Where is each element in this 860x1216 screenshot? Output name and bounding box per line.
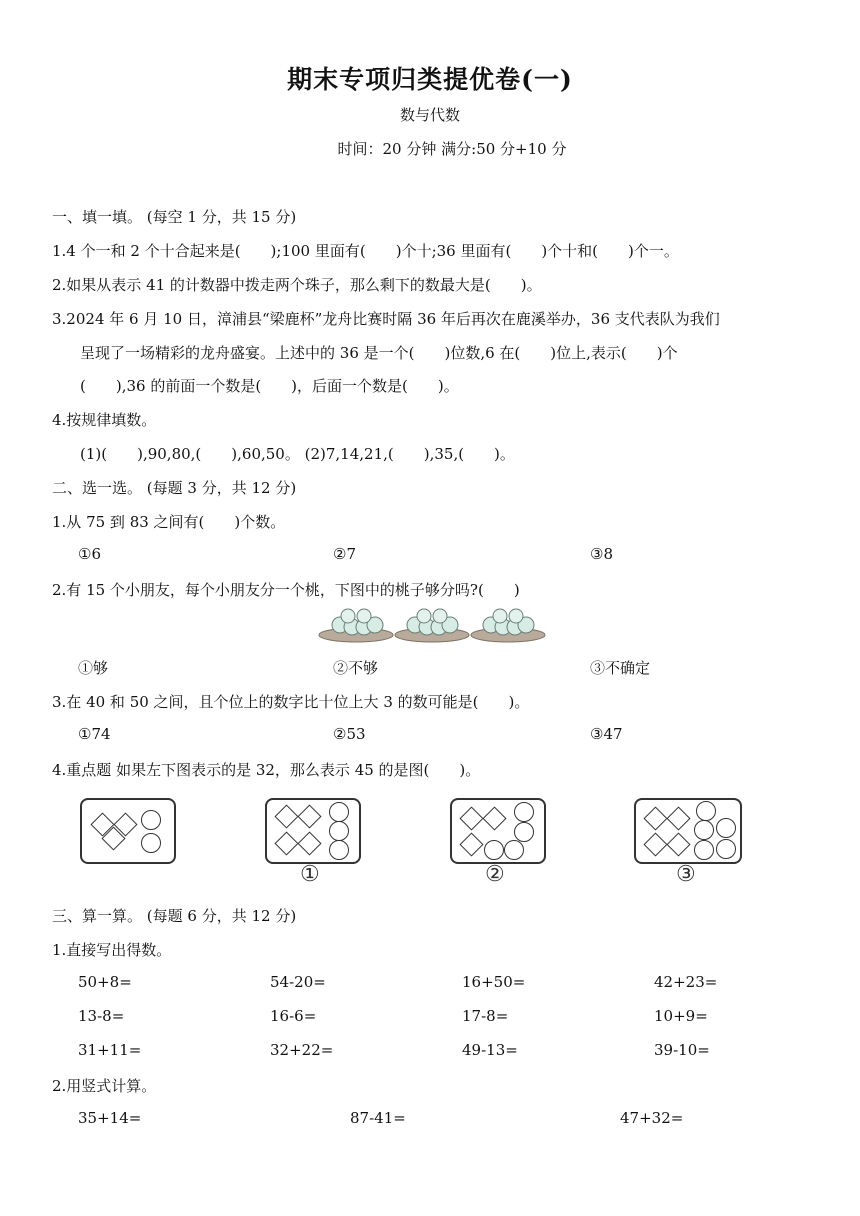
s1-question-3-line2: 呈现了一场精彩的龙舟盛宴。上述中的 36 是一个( )位数,6 在( )位上,表示( )个 — [80, 344, 678, 362]
s2-q1-option-1: ①6 — [78, 545, 101, 563]
s2-q3-option-3: ③47 — [590, 725, 623, 743]
calc-item: 39-10= — [654, 1041, 710, 1059]
s2-q2-option-2: ②不够 — [333, 659, 379, 677]
calc-item: 31+11= — [78, 1041, 142, 1059]
s2-question-4: 4.重点题 如果左下图表示的是 32，那么表示 45 的是图( )。 — [52, 761, 481, 779]
page-subtitle: 数与代数 — [399, 106, 460, 124]
figure-option-2-label: ② — [485, 862, 505, 887]
s2-q2-option-3: ③不确定 — [590, 659, 651, 677]
plate-3 — [471, 609, 545, 642]
figure-option-1 — [265, 798, 361, 864]
s2-question-3: 3.在 40 和 50 之间，且个位上的数字比十位上大 3 的数可能是( )。 — [52, 693, 530, 711]
figure-reference-32 — [80, 798, 176, 864]
figure-option-2 — [450, 798, 546, 864]
vertical-calc-item: 35+14= — [78, 1109, 142, 1127]
s2-q3-option-2: ②53 — [333, 725, 366, 743]
vertical-calc-item: 47+32= — [620, 1109, 684, 1127]
calc-item: 17-8= — [462, 1007, 509, 1025]
section2-heading: 二、选一选。 (每题 3 分，共 12 分) — [52, 479, 297, 497]
calc-item: 49-13= — [462, 1041, 518, 1059]
calc-item: 13-8= — [78, 1007, 125, 1025]
s1-question-1: 1.4 个一和 2 个十合起来是( );100 里面有( )个十;36 里面有( )个十和( )个一。 — [52, 242, 679, 260]
plate-1 — [319, 609, 393, 642]
figure-option-3-label: ③ — [676, 862, 696, 887]
calc-item: 32+22= — [270, 1041, 334, 1059]
figure-option-1-label: ① — [300, 862, 320, 887]
vertical-calc-item: 87-41= — [350, 1109, 406, 1127]
calc-item: 16-6= — [270, 1007, 317, 1025]
s2-q1-option-3: ③8 — [590, 545, 613, 563]
s1-question-2: 2.如果从表示 41 的计数器中拨走两个珠子，那么剩下的数最大是( )。 — [52, 276, 542, 294]
time-info: 时间：20 分钟 满分:50 分+10 分 — [337, 140, 567, 158]
s1-question-3-line3: ( ),36 的前面一个数是( )，后面一个数是( )。 — [80, 377, 459, 395]
s1-question-4: 4.按规律填数。 — [52, 411, 157, 429]
calc-item: 50+8= — [78, 973, 132, 991]
calc-item: 54-20= — [270, 973, 326, 991]
s2-question-1: 1.从 75 到 83 之间有( )个数。 — [52, 513, 286, 531]
section3-heading: 三、算一算。 (每题 6 分，共 12 分) — [52, 907, 297, 925]
plate-2 — [395, 609, 469, 642]
figure-option-3 — [634, 798, 742, 864]
peach-plates-image — [318, 605, 548, 645]
s1-question-3-line1: 3.2024 年 6 月 10 日，漳浦县“梁鹿杯”龙舟比赛时隔 36 年后再次在鹿溪举办，36 支代表队为我们 — [52, 310, 720, 328]
calc-item: 16+50= — [462, 973, 526, 991]
s2-q1-option-2: ②7 — [333, 545, 356, 563]
calc-item: 10+9= — [654, 1007, 708, 1025]
s2-q2-option-1: ①够 — [78, 659, 109, 677]
s2-question-2: 2.有 15 个小朋友，每个小朋友分一个桃，下图中的桃子够分吗?( ) — [52, 581, 520, 599]
calc-item: 42+23= — [654, 973, 718, 991]
page-title: 期末专项归类提优卷(一) — [287, 65, 573, 94]
s3-question-2: 2.用竖式计算。 — [52, 1077, 157, 1095]
section1-heading: 一、填一填。 (每空 1 分，共 15 分) — [52, 208, 297, 226]
s1-question-4-items: (1)( ),90,80,( ),60,50。 (2)7,14,21,( ),35,( )。 — [80, 445, 515, 463]
s3-question-1: 1.直接写出得数。 — [52, 941, 172, 959]
s2-q3-option-1: ①74 — [78, 725, 111, 743]
